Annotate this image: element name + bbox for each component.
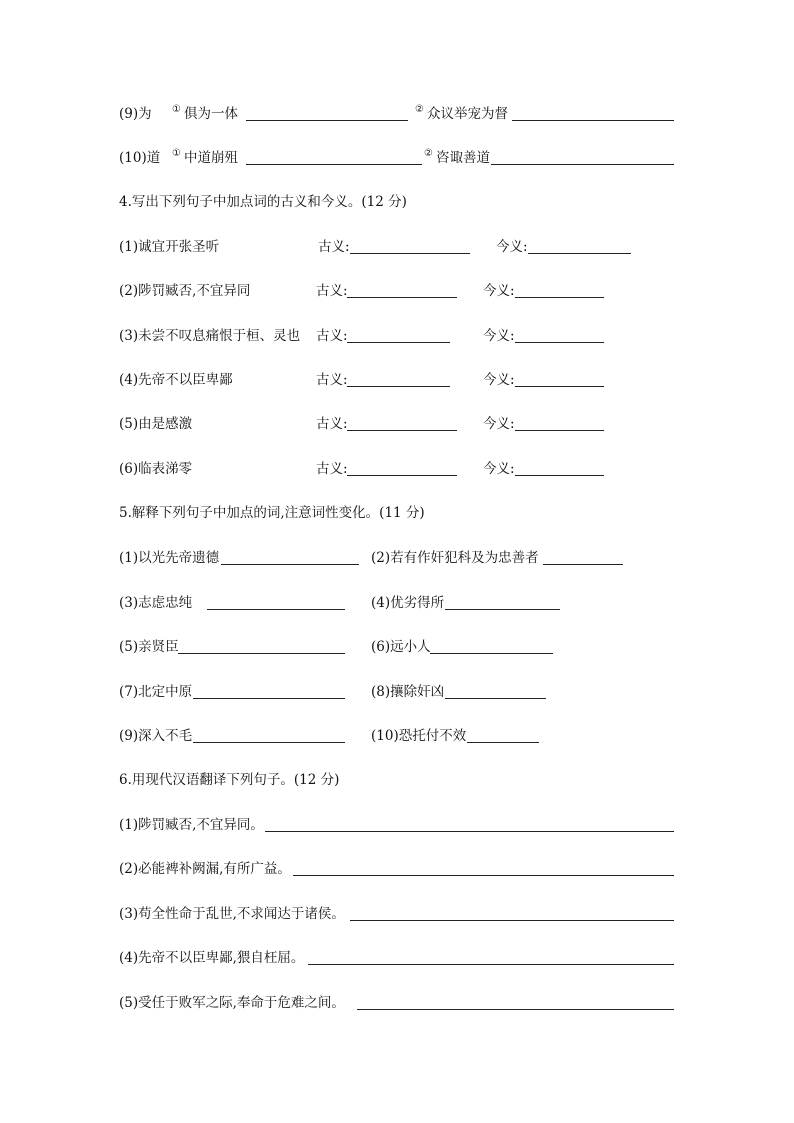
q3-item10-number: (10)道: [119, 150, 161, 166]
q4-gu-label: 古义:: [318, 239, 350, 255]
q6-item-4: (4)先帝不以臣卑鄙,猥自枉屈。: [119, 950, 305, 966]
q3-item10-sense1: 中道崩殂: [184, 150, 238, 166]
q4-gu-blank-1[interactable]: [350, 253, 470, 254]
q5-blank-3[interactable]: [207, 609, 345, 610]
q4-gu-blank-4[interactable]: [347, 386, 450, 387]
q3-item10-blank2[interactable]: [491, 164, 674, 165]
q4-gu-blank-2[interactable]: [347, 297, 457, 298]
q5-blank-1[interactable]: [221, 564, 359, 565]
q4-jin-label: 今义:: [483, 283, 515, 299]
q4-item-6: (6)临表涕零: [119, 461, 193, 477]
q5-item-2: (2)若有作奸犯科及为忠善者: [371, 550, 539, 566]
q5-item-8: (8)攘除奸凶: [371, 684, 445, 700]
q4-gu-blank-6[interactable]: [347, 475, 457, 476]
q4-gu-blank-3[interactable]: [347, 342, 450, 343]
q4-jin-blank-1[interactable]: [528, 253, 631, 254]
q6-item-2: (2)必能裨补阙漏,有所广益。: [119, 861, 291, 877]
circled-one-marker: ①: [172, 148, 181, 159]
q4-item-5: (5)由是感激: [119, 416, 193, 432]
q5-item-5: (5)亲贤臣: [119, 639, 179, 655]
q3-item10-sense2: 咨诹善道: [436, 150, 490, 166]
q5-item-6: (6)远小人: [371, 639, 431, 655]
q5-item-7: (7)北定中原: [119, 684, 193, 700]
q4-item-2: (2)陟罚臧否,不宜异同: [119, 283, 251, 299]
q4-jin-blank-6[interactable]: [515, 475, 604, 476]
q5-blank-4[interactable]: [445, 609, 560, 610]
q3-item9-sense2: 众议举宠为督: [427, 106, 508, 122]
q4-jin-label: 今义:: [483, 372, 515, 388]
q5-blank-9[interactable]: [193, 742, 345, 743]
q4-gu-label: 古义:: [316, 283, 348, 299]
circled-two-marker: ②: [424, 148, 433, 159]
q3-item9-sense1: 俱为一体: [184, 106, 238, 122]
q5-blank-2[interactable]: [543, 564, 623, 565]
q4-jin-blank-4[interactable]: [515, 386, 604, 387]
q6-heading: 6.用现代汉语翻译下列句子。(12 分): [119, 772, 340, 788]
q5-blank-5[interactable]: [178, 653, 345, 654]
q6-blank-1[interactable]: [265, 831, 674, 832]
q6-blank-4[interactable]: [308, 964, 674, 965]
q6-blank-2[interactable]: [293, 875, 674, 876]
q6-item-1: (1)陟罚臧否,不宜异同。: [119, 817, 264, 833]
circled-two-marker: ②: [415, 104, 424, 115]
q4-gu-label: 古义:: [316, 372, 348, 388]
q4-jin-blank-3[interactable]: [515, 342, 604, 343]
q4-jin-label: 今义:: [483, 461, 515, 477]
q5-item-10: (10)恐托付不效: [371, 728, 467, 744]
q4-heading: 4.写出下列句子中加点词的古义和今义。(12 分): [119, 194, 407, 210]
q4-item-1: (1)诚宜开张圣听: [119, 239, 220, 255]
q5-blank-10[interactable]: [467, 742, 539, 743]
q5-heading: 5.解释下列句子中加点的词,注意词性变化。(11 分): [119, 505, 425, 521]
q3-item10-blank1[interactable]: [246, 164, 422, 165]
q5-item-1: (1)以光先帝遗德: [119, 550, 220, 566]
q6-item-5: (5)受任于败军之际,奉命于危难之间。: [119, 995, 345, 1011]
q4-jin-label: 今义:: [496, 239, 528, 255]
q4-gu-label: 古义:: [316, 461, 348, 477]
q4-jin-blank-5[interactable]: [515, 430, 604, 431]
q6-blank-3[interactable]: [350, 920, 674, 921]
q5-item-3: (3)志虑忠纯: [119, 595, 193, 611]
q5-item-4: (4)优劣得所: [371, 595, 445, 611]
q4-jin-label: 今义:: [483, 328, 515, 344]
q4-item-4: (4)先帝不以臣卑鄙: [119, 372, 233, 388]
q4-gu-blank-5[interactable]: [347, 430, 457, 431]
q4-jin-label: 今义:: [483, 416, 515, 432]
q5-blank-7[interactable]: [193, 698, 345, 699]
q5-item-9: (9)深入不毛: [119, 728, 193, 744]
q5-blank-8[interactable]: [445, 698, 546, 699]
q4-jin-blank-2[interactable]: [515, 297, 604, 298]
q3-item9-number: (9)为: [119, 106, 152, 122]
q4-gu-label: 古义:: [316, 328, 348, 344]
q4-gu-label: 古义:: [316, 416, 348, 432]
q3-item9-blank2[interactable]: [512, 120, 674, 121]
circled-one-marker: ①: [172, 104, 181, 115]
q6-item-3: (3)苟全性命于乱世,不求闻达于诸侯。: [119, 906, 345, 922]
q4-item-3: (3)未尝不叹息痛恨于桓、灵也: [119, 328, 301, 344]
q5-blank-6[interactable]: [430, 653, 553, 654]
q6-blank-5[interactable]: [357, 1009, 674, 1010]
q3-item9-blank1[interactable]: [246, 120, 408, 121]
